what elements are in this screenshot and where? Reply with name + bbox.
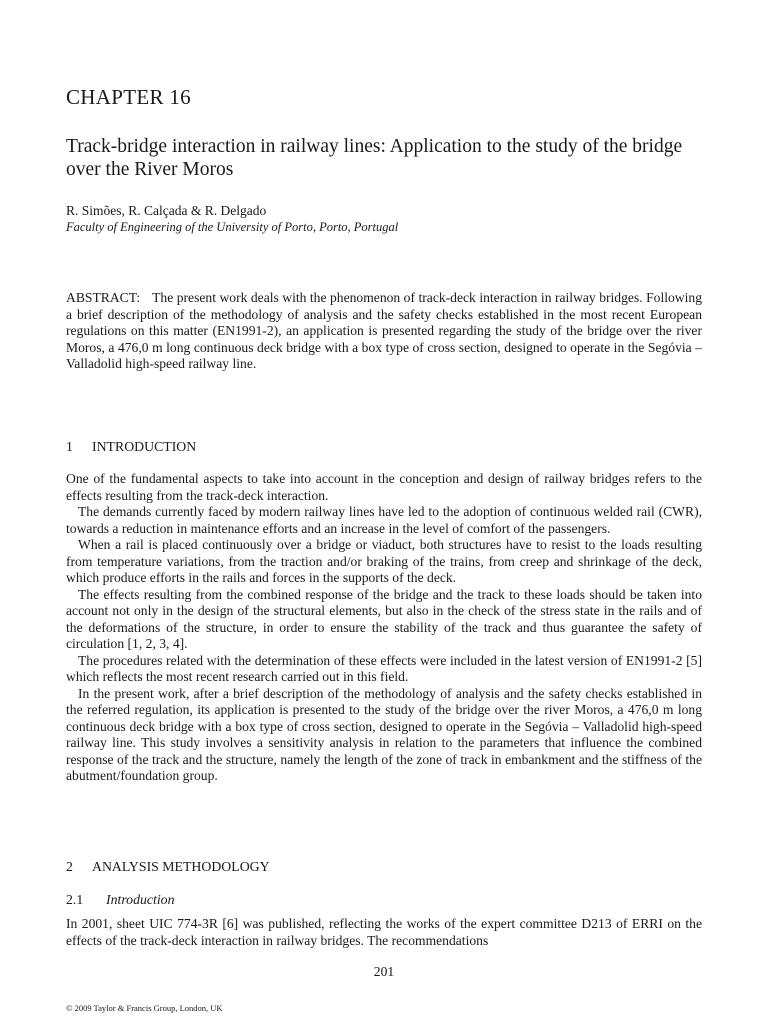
section-2-title: ANALYSIS METHODOLOGY (92, 859, 270, 874)
abstract (66, 290, 702, 373)
section-1-body (66, 471, 702, 785)
paragraph: In 2001, sheet UIC 774-3R [6] was published, reflecting the works of the expert committee D213 of ERRI on the effects of the track-deck interaction in railway bridges. The recommendations (66, 916, 702, 948)
abstract-text: The present work deals with the phenomenon of track-deck interaction in railway bridges. Following a brief description of the methodology of analysis and the safety checks established in the most recent European regulations on this matter (EN1991-2), an application is presented regarding the study of the bridge over the river Moros, a 476,0 m long continuous deck bridge with a box type of cross section, designed to operate in the Segóvia – Valladolid high-speed railway line. (66, 290, 702, 372)
authors: R. Simões, R. Calçada & R. Delgado (66, 203, 267, 218)
paragraph: The effects resulting from the combined response of the bridge and the track to these loads should be taken into account not only in the design of the structural elements, but also in the check of the stress state in the rails and of the deformations of the structure, in order to ensure the stability of the track and thus guarantee the safety of circulation [1, 2, 3, 4]. (66, 586, 702, 651)
paragraph: In the present work, after a brief description of the methodology of analysis and the safety checks established in the referred regulation, its application is presented to the study of the bridge over the river Moros, a 476,0 m long continuous deck bridge with a box type of cross section, designed to operate in the Segóvia – Valladolid high-speed railway line. This study involves a sensitivity analysis in relation to the parameters that influence the combined response of the track and the structure, namely the length of the zone of track in embankment and the stiffness of the abutment/foundation group. (66, 685, 702, 783)
section-2-heading (66, 859, 270, 875)
section-1-title: INTRODUCTION (92, 439, 197, 454)
copyright-notice: © 2009 Taylor & Francis Group, London, UK (66, 1003, 223, 1013)
abstract-label: ABSTRACT: (66, 290, 141, 305)
subsection-number: 2.1 (66, 892, 84, 907)
subsection-title: Introduction (106, 892, 175, 907)
affiliation: Faculty of Engineering of the University of Porto, Porto, Portugal (66, 220, 399, 234)
section-1-heading (66, 439, 196, 455)
paragraph: One of the fundamental aspects to take into account in the conception and design of railway bridges refers to the effects resulting from the track-deck interaction. (66, 471, 702, 503)
paragraph: The demands currently faced by modern railway lines have led to the adoption of continuous welded rail (CWR), towards a reduction in maintenance efforts and an increase in the level of comfort of the passengers. (66, 504, 702, 536)
paragraph: When a rail is placed continuously over a bridge or viaduct, both structures have to resist to the loads resulting from temperature variations, from the traction and/or braking of the trains, from creep and shrinkage of the deck, which produce efforts in the rails and forces in the supports of the deck. (66, 537, 702, 585)
section-1-number: 1 (66, 439, 73, 454)
chapter-number: CHAPTER 16 (66, 85, 191, 109)
section-2-number: 2 (66, 859, 73, 874)
page-number: 201 (373, 964, 395, 979)
paragraph: The procedures related with the determination of these effects were included in the latest version of EN1991-2 [5] which reflects the most recent research carried out in this field. (66, 652, 702, 684)
section-2-body (66, 916, 702, 949)
chapter-title: Track-bridge interaction in railway lines: Application to the study of the bridge over the River Moros (66, 136, 683, 180)
subsection-2-1-heading (66, 892, 174, 908)
